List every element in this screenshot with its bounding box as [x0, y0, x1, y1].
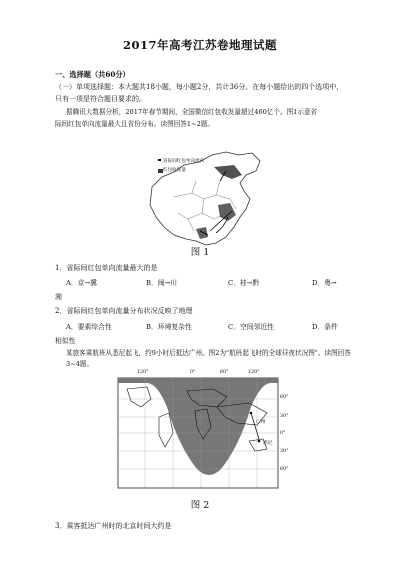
map2-top-label-3: 60° [220, 370, 229, 375]
q2-stem: 2．省际间红包单向流量分布状况反映了地理 [55, 307, 193, 315]
intro1-line-1: 据腾讯大数据分析，2017年春节期间，全国微信红包收发量超过460亿个。图1示意省 [66, 108, 318, 116]
instruction-line-2: 只有一项是符合题目要求的。 [55, 95, 146, 103]
q2-option-c[interactable]: C．空间邻近性 [228, 323, 274, 331]
q1-option-b[interactable]: B．闽→川 [146, 279, 178, 287]
section-heading: 一、选择题（共60分） [55, 70, 130, 79]
map2-place-sydney: 悉尼 [263, 441, 273, 446]
intro1-line-2: 际间红包单向流量最大且省份分布。读图回答1~2题。 [55, 120, 214, 128]
figure-2-map [117, 377, 290, 489]
map2-right-label-2: 30° [280, 414, 289, 419]
figure-2-caption: 图 2 [190, 500, 210, 511]
q1-stem: 1．省际间红包单向流量最大的是 [55, 264, 158, 272]
page-title: 2017年高考江苏卷地理试题 [122, 38, 277, 52]
figure-1-legend [163, 157, 204, 175]
map2-right-label-5: 60° [280, 467, 289, 472]
map2-right-label-3: 0° [280, 431, 286, 436]
map2-top-label-1: 120° [137, 370, 149, 375]
map2-right-label-1: 60° [280, 395, 289, 400]
legend-flow-label: 省际间红包单向流向 [163, 159, 205, 164]
map2-place-guangzhou: 广州 [256, 420, 266, 425]
instruction-line-1: （一）单项选择题：本大题共18小题，每小题2分，共计36分。在每小题给出的四个选项中， [55, 83, 344, 91]
legend-volume-label: 红包收发量 [163, 168, 186, 173]
map2-top-label-2: 0° [190, 370, 196, 375]
q1-option-d-wrap: 湘 [55, 293, 62, 301]
intro2-text: 某旅客乘航班从悉尼起飞，约9小时后抵达广州。图2为"航班起飞时的全球昼夜状况图"。读图回答3~4题。 [66, 349, 351, 368]
q3-stem: 3．乘客抵达广州时的北京时间大约是 [55, 522, 172, 530]
q2-option-d-wrap: 相似性 [55, 337, 76, 345]
q2-option-a[interactable]: A．要素综合性 [66, 323, 112, 331]
map2-right-label-4: 30° [280, 449, 289, 454]
q1-option-c[interactable]: C．桂→黔 [228, 279, 260, 287]
q1-option-d[interactable]: D．粤→ [312, 279, 337, 287]
q1-option-a[interactable]: A．京→冀 [66, 279, 97, 287]
q2-option-b[interactable]: B．环境复杂性 [146, 323, 192, 331]
figure-1-caption: 图 1 [190, 247, 210, 258]
map2-top-label-4: 120° [248, 370, 260, 375]
q2-option-d[interactable]: D．条件 [312, 323, 338, 331]
